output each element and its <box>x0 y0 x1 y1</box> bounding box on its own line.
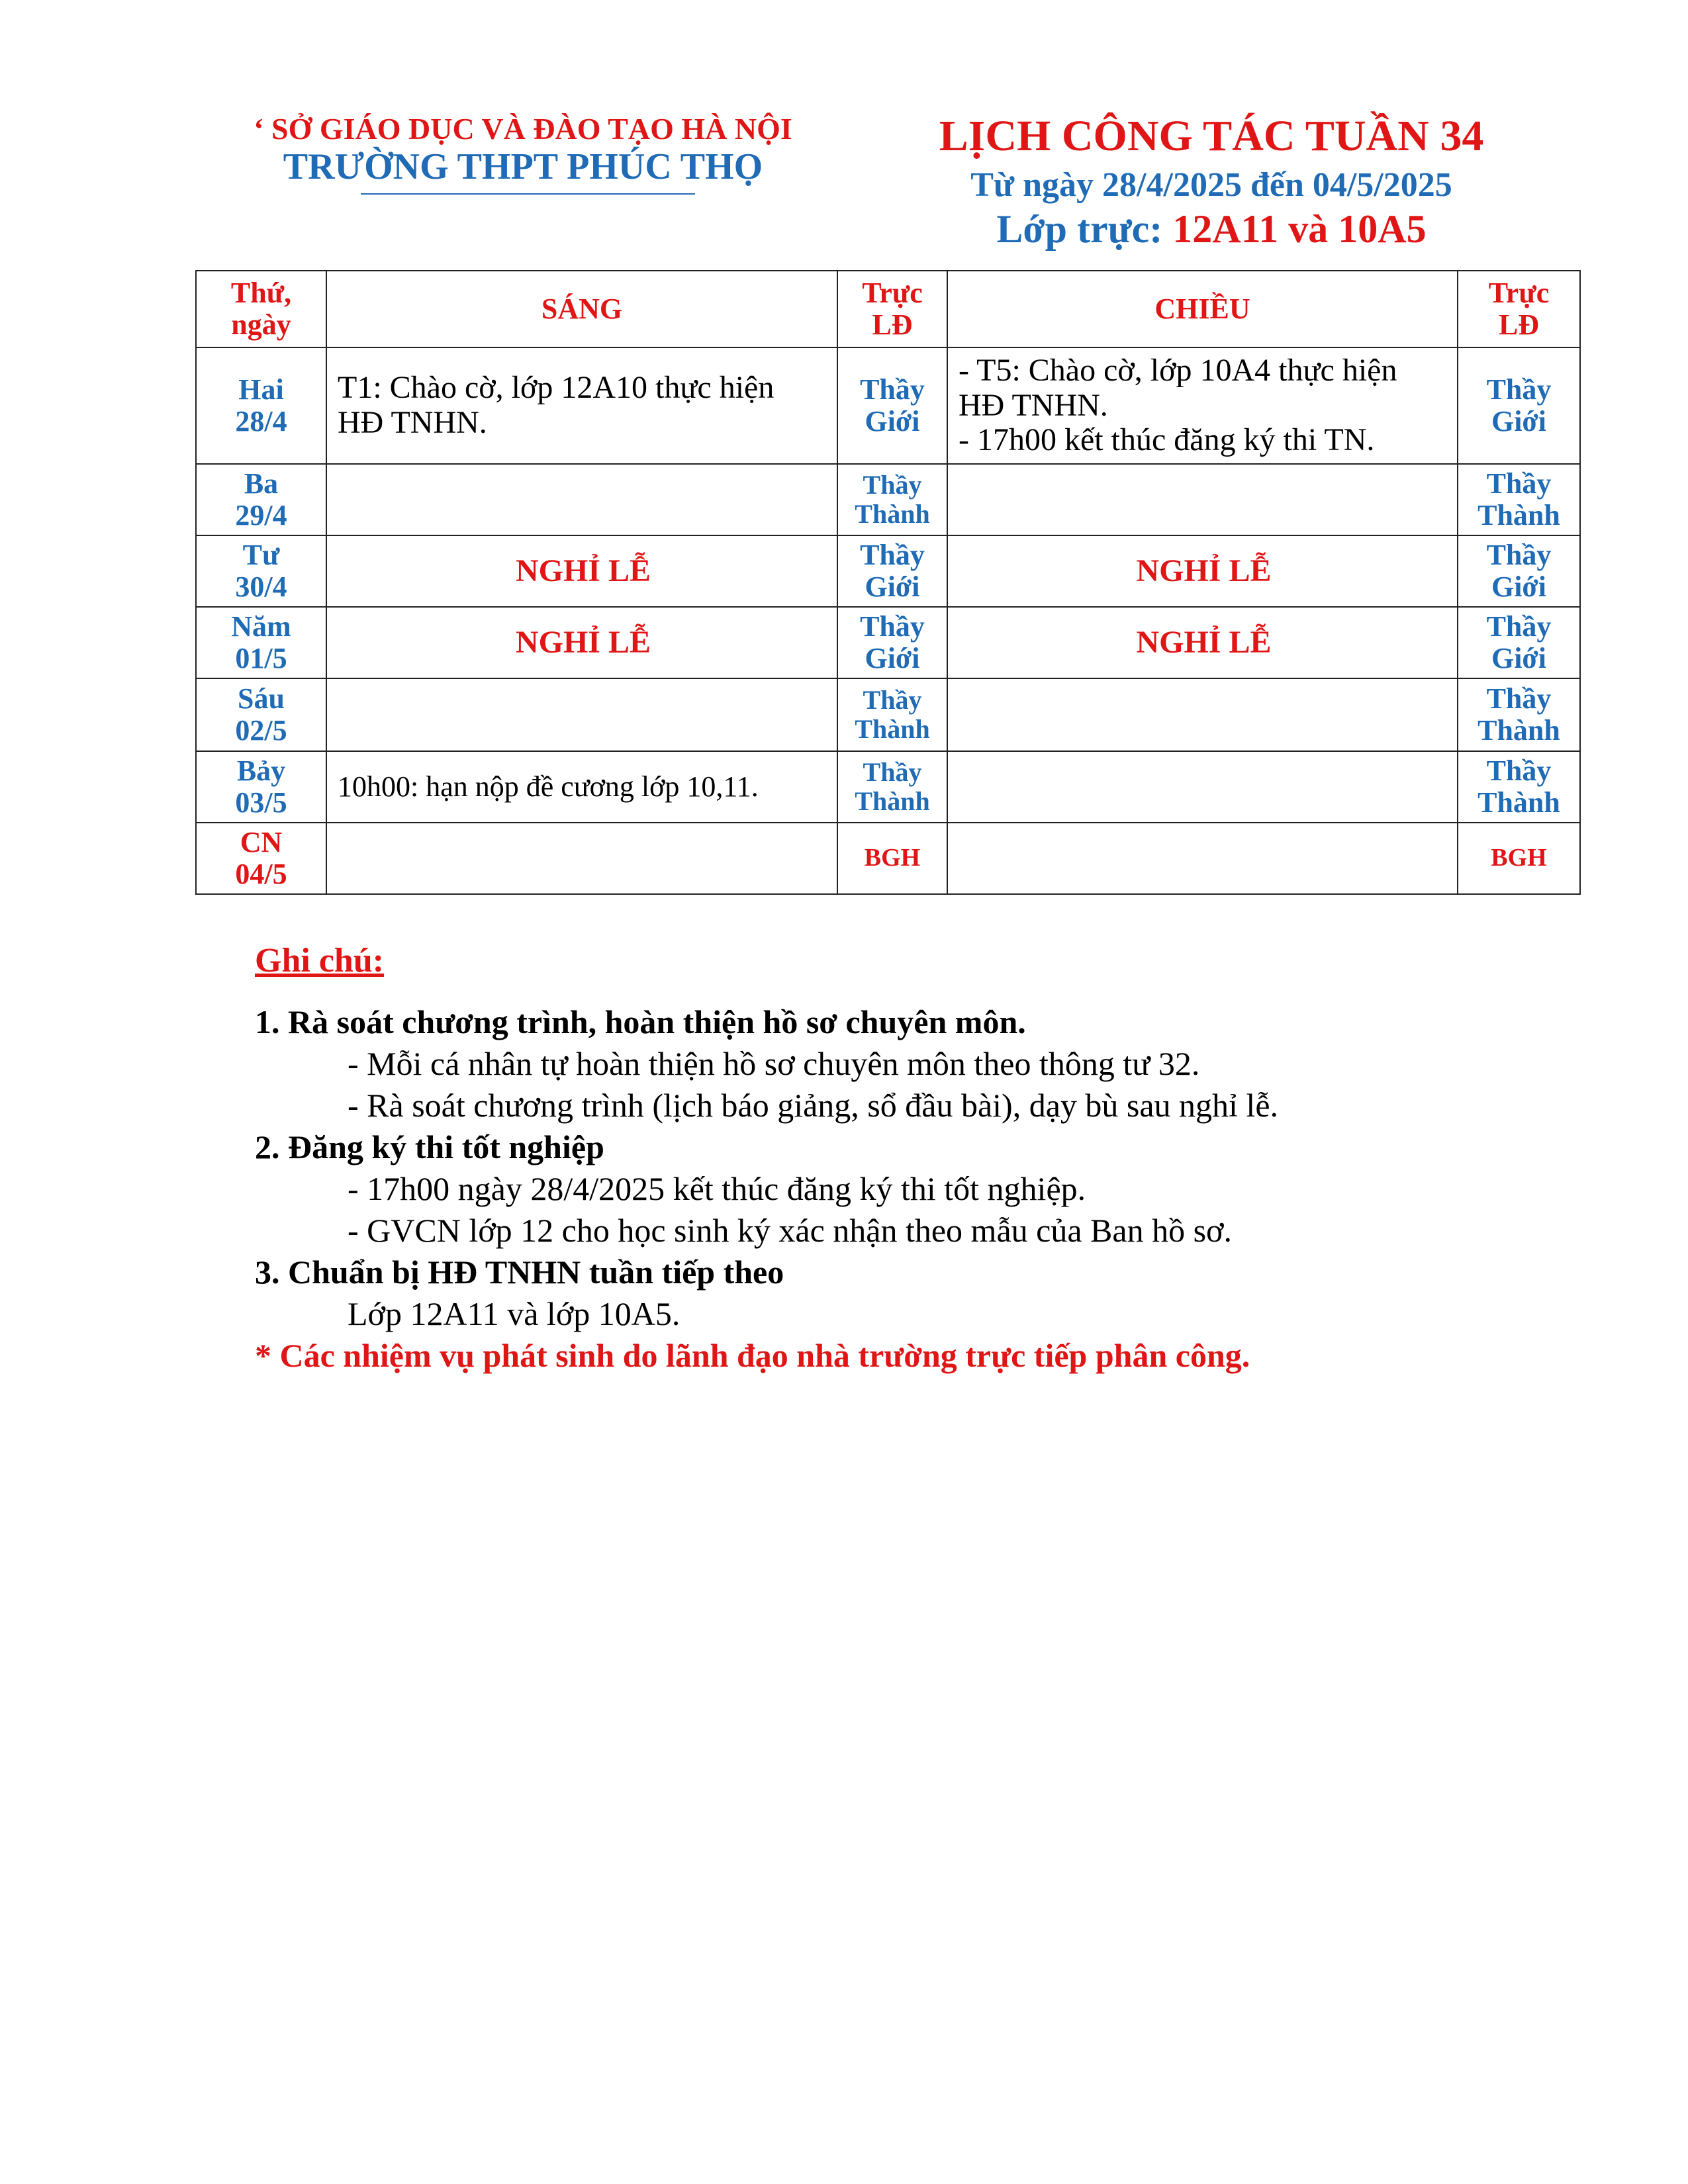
note-item: - 17h00 ngày 28/4/2025 kết thúc đăng ký thi tốt nghiệp. <box>348 1170 1086 1207</box>
afternoon-cell: - T5: Chào cờ, lớp 10A4 thực hiện HĐ TNHN. - 17h00 kết thúc đăng ký thi TN. <box>947 347 1458 464</box>
header-day: Thứ, ngày <box>196 271 326 347</box>
afternoon-cell: NGHỈ LỄ <box>947 535 1458 607</box>
notes-heading: Ghi chú: <box>255 942 385 979</box>
day-cell: Năm 01/5 <box>196 607 326 678</box>
page-title: LỊCH CÔNG TÁC TUẦN 34 <box>939 112 1484 160</box>
duty-afternoon-cell: Thầy Giới <box>1458 535 1580 607</box>
duty-afternoon-cell: Thầy Giới <box>1458 347 1580 464</box>
duty-class <box>847 206 1575 252</box>
morning-cell <box>326 464 837 535</box>
table-row <box>196 607 1580 678</box>
table-row <box>196 678 1580 751</box>
note-item: - Rà soát chương trình (lịch báo giảng, sổ đầu bài), dạy bù sau nghỉ lễ. <box>348 1087 1279 1124</box>
day-cell: Bảy 03/5 <box>196 751 326 823</box>
note-item: Lớp 12A11 và lớp 10A5. <box>348 1295 680 1332</box>
morning-cell: T1: Chào cờ, lớp 12A10 thực hiện HĐ TNHN. <box>326 347 837 464</box>
morning-cell: NGHỈ LỄ <box>326 535 837 607</box>
morning-cell: NGHỈ LỄ <box>326 607 837 678</box>
afternoon-cell <box>947 678 1458 751</box>
table-row <box>196 464 1580 535</box>
note-item: - GVCN lớp 12 cho học sinh ký xác nhận theo mẫu của Ban hồ sơ. <box>348 1212 1232 1249</box>
duty-morning-cell: BGH <box>837 823 947 894</box>
duty-afternoon-cell: Thầy Thành <box>1458 678 1580 751</box>
day-cell: Ba 29/4 <box>196 464 326 535</box>
morning-cell <box>326 823 837 894</box>
duty-class-label: Lớp trực: <box>996 207 1173 251</box>
afternoon-cell <box>947 464 1458 535</box>
duty-morning-cell: Thầy Giới <box>837 607 947 678</box>
table-row <box>196 823 1580 894</box>
note-section-title: 2. Đăng ký thi tốt nghiệp <box>255 1128 604 1165</box>
date-range: Từ ngày 28/4/2025 đến 04/5/2025 <box>970 166 1452 204</box>
afternoon-cell <box>947 751 1458 823</box>
note-section-title: 3. Chuẩn bị HĐ TNHN tuần tiếp theo <box>255 1253 784 1291</box>
table-row <box>196 347 1580 464</box>
table-header-row <box>196 271 1580 347</box>
afternoon-cell: NGHỈ LỄ <box>947 607 1458 678</box>
table-row <box>196 535 1580 607</box>
morning-cell <box>326 678 837 751</box>
afternoon-cell <box>947 823 1458 894</box>
duty-morning-cell: Thầy Giới <box>837 535 947 607</box>
table-row <box>196 751 1580 823</box>
header-afternoon: CHIỀU <box>947 271 1458 347</box>
header-morning: SÁNG <box>326 271 837 347</box>
day-cell: CN 04/5 <box>196 823 326 894</box>
schedule-table <box>195 270 1581 895</box>
school-name: TRƯỜNG THPT PHÚC THỌ <box>283 146 763 187</box>
duty-morning-cell: Thầy Thành <box>837 751 947 823</box>
department-name: ‘ SỞ GIÁO DỤC VÀ ĐÀO TẠO HÀ NỘI <box>254 112 792 146</box>
duty-afternoon-cell: Thầy Thành <box>1458 464 1580 535</box>
final-note: * Các nhiệm vụ phát sinh do lãnh đạo nhà trường trực tiếp phân công. <box>255 1337 1250 1374</box>
duty-morning-cell: Thầy Thành <box>837 678 947 751</box>
school-underline <box>361 193 695 195</box>
morning-cell: 10h00: hạn nộp đề cương lớp 10,11. <box>326 751 837 823</box>
header-duty-morning: Trực LĐ <box>837 271 947 347</box>
header-duty-afternoon: Trực LĐ <box>1458 271 1580 347</box>
note-section-title: 1. Rà soát chương trình, hoàn thiện hồ sơ chuyên môn. <box>255 1003 1026 1040</box>
duty-morning-cell: Thầy Thành <box>837 464 947 535</box>
duty-afternoon-cell: Thầy Thành <box>1458 751 1580 823</box>
day-cell: Sáu 02/5 <box>196 678 326 751</box>
duty-class-value: 12A11 và 10A5 <box>1172 207 1427 251</box>
duty-afternoon-cell: BGH <box>1458 823 1580 894</box>
duty-morning-cell: Thầy Giới <box>837 347 947 464</box>
day-cell: Tư 30/4 <box>196 535 326 607</box>
day-cell: Hai 28/4 <box>196 347 326 464</box>
note-item: - Mỗi cá nhân tự hoàn thiện hồ sơ chuyên môn theo thông tư 32. <box>348 1045 1200 1082</box>
duty-afternoon-cell: Thầy Giới <box>1458 607 1580 678</box>
notes-section <box>255 940 1579 1377</box>
